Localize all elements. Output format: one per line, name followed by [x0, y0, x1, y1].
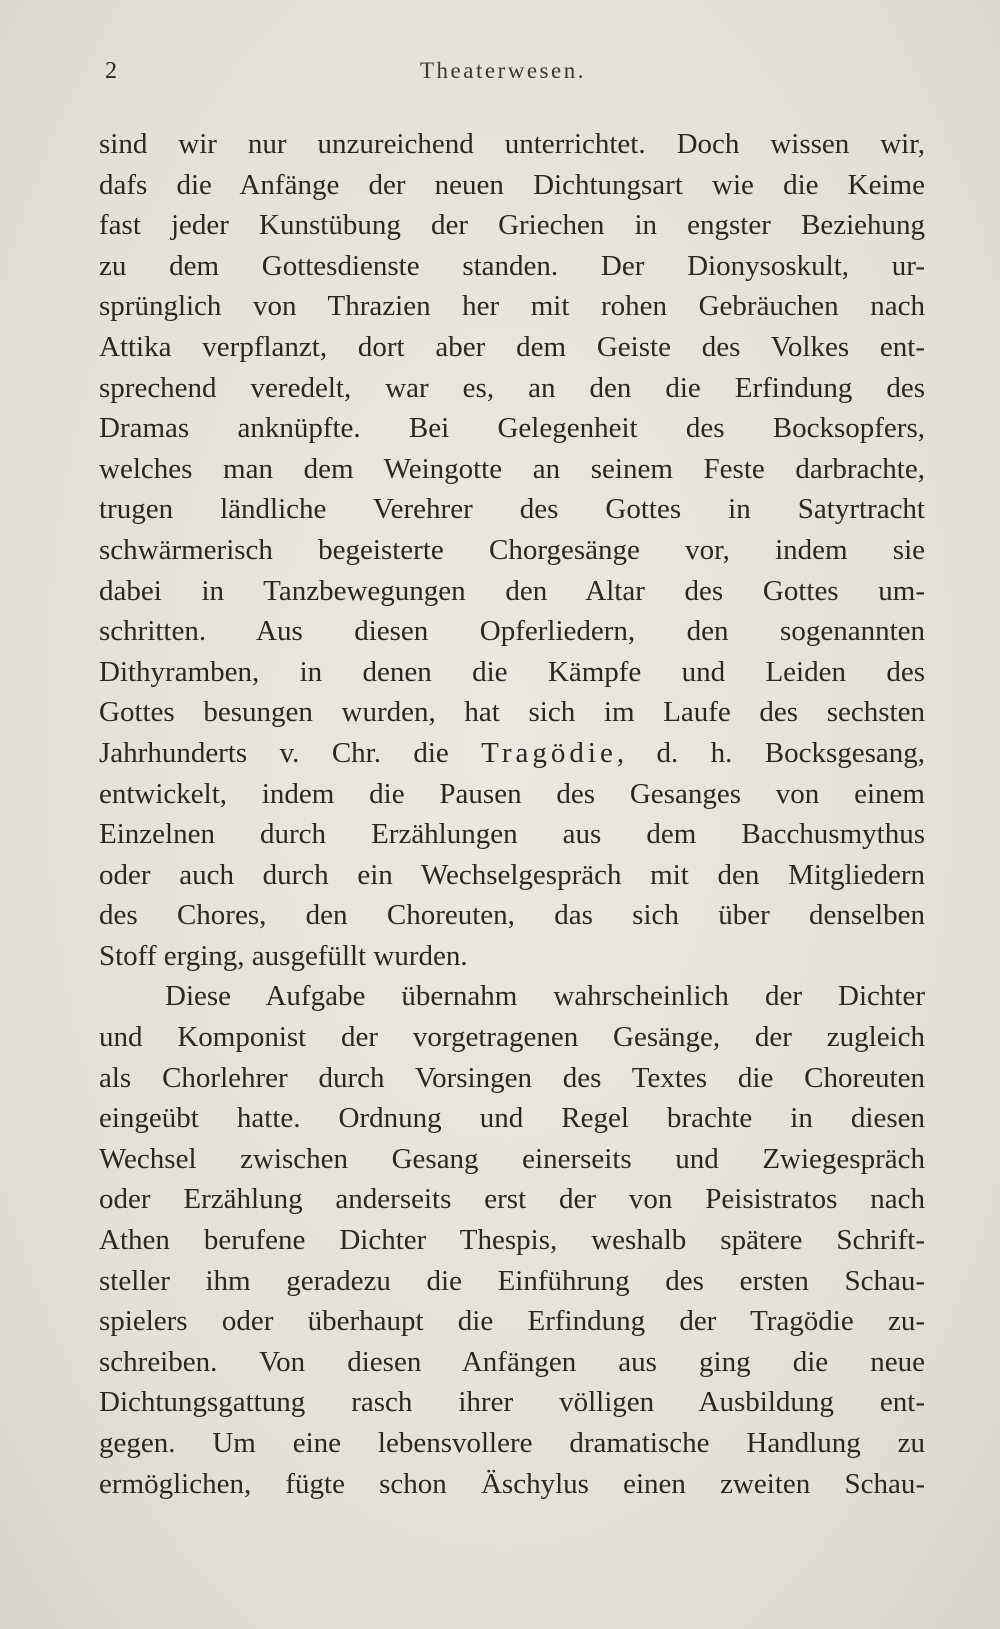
text-line: Athen berufene Dichter Thespis, weshalb spätere Schrift-: [99, 1224, 925, 1257]
text-line: zu dem Gottesdienste standen. Der Dionysoskult, ur-: [99, 249, 925, 282]
text-line: Dithyramben, in denen die Kämpfe und Leiden des: [99, 655, 925, 688]
text-line: sprünglich von Thrazien her mit rohen Gebräuchen nach: [99, 290, 925, 323]
text-line: schwärmerisch begeisterte Chorgesänge vor, indem sie: [99, 533, 925, 566]
text-line: schreiben. Von diesen Anfängen aus ging die neue: [99, 1345, 925, 1378]
text-line: steller ihm geradezu die Einführung des ersten Schau-: [99, 1264, 925, 1297]
text-line: als Chorlehrer durch Vorsingen des Textes die Choreuten: [99, 1061, 925, 1094]
text-line: [99, 733, 925, 774]
text-segment: , d. h. Bocksgesang,: [616, 736, 926, 769]
text-line: Dichtungsgattung rasch ihrer völligen Ausbildung ent-: [99, 1386, 925, 1419]
text-line: spielers oder überhaupt die Erfindung der Tragödie zu-: [99, 1305, 925, 1338]
page-header: [0, 58, 1000, 92]
text-line: welches man dem Weingotte an seinem Feste darbrachte,: [99, 452, 925, 485]
text-line: sind wir nur unzureichend unterrichtet. Doch wissen wir,: [99, 128, 925, 160]
text-line: schritten. Aus diesen Opferliedern, den sogenannten: [99, 615, 925, 648]
emphasized-term: Tragödie: [481, 736, 617, 769]
text-line: Einzelnen durch Erzählungen aus dem Bacchusmythus: [99, 818, 925, 851]
text-line: trugen ländliche Verehrer des Gottes in Satyrtracht: [99, 493, 925, 526]
text-line: sprechend veredelt, war es, an den die Erfindung des: [99, 371, 925, 404]
text-line: ermöglichen, fügte schon Äschylus einen zweiten Schau-: [99, 1467, 925, 1500]
text-line: und Komponist der vorgetragenen Gesänge, der zugleich: [99, 1021, 925, 1054]
text-line: oder auch durch ein Wechselgespräch mit den Mitgliedern: [99, 858, 925, 891]
text-line: fast jeder Kunstübung der Griechen in engster Beziehung: [99, 209, 925, 242]
text-line: Stoff erging, ausgefüllt wurden.: [99, 939, 468, 972]
text-line: Attika verpflanzt, dort aber dem Geiste des Volkes ent-: [99, 330, 925, 363]
text-line: entwickelt, indem die Pausen des Gesanges von einem: [99, 777, 925, 810]
text-line: des Chores, den Choreuten, das sich über denselben: [99, 899, 925, 932]
page-number: 2: [105, 58, 117, 84]
text-line: dafs die Anfänge der neuen Dichtungsart wie die Keime: [99, 168, 925, 201]
running-head: Theaterwesen.: [420, 58, 586, 83]
text-segment: Jahrhunderts v. Chr. die: [99, 736, 482, 769]
text-line: oder Erzählung anderseits erst der von Peisistratos nach: [99, 1183, 925, 1216]
text-line: Gottes besungen wurden, hat sich im Laufe des sechsten: [99, 696, 925, 729]
text-line: Dramas anknüpfte. Bei Gelegenheit des Bocksopfers,: [99, 412, 925, 445]
body-text: [99, 124, 925, 1504]
text-line: gegen. Um eine lebensvollere dramatische Handlung zu: [99, 1427, 925, 1459]
text-line: Diese Aufgabe übernahm wahrscheinlich der Dichter: [165, 980, 925, 1013]
text-line: eingeübt hatte. Ordnung und Regel brachte in diesen: [99, 1102, 925, 1135]
text-line: Wechsel zwischen Gesang einerseits und Zwiegespräch: [99, 1142, 925, 1175]
text-line: dabei in Tanzbewegungen den Altar des Gottes um-: [99, 574, 925, 607]
